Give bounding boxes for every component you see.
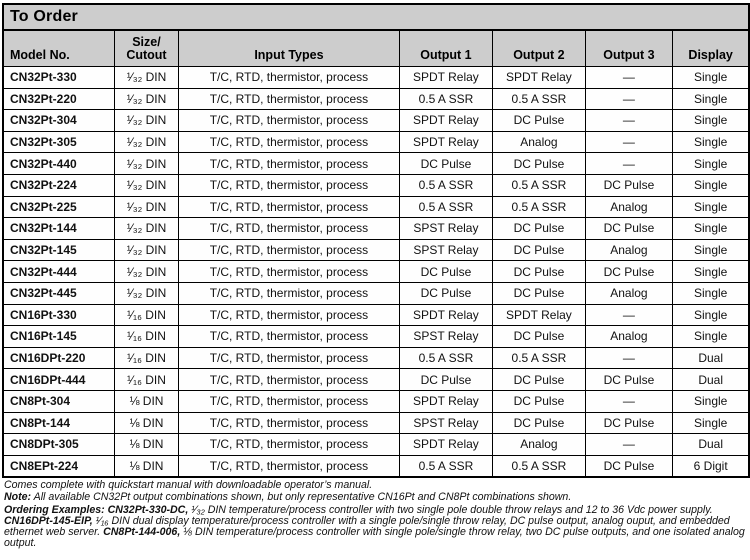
ordering-text: ¹⁄₁₆ DIN dual display temperature/process controller with a single pole/single throw relay, DC pulse output, analog ouput, and embedded ethernet web server. [4,514,730,538]
cell-model-no: CN8EPt-224 [4,455,114,476]
cell-input-types: T/C, RTD, thermistor, process [179,110,399,132]
cell-input-types: T/C, RTD, thermistor, process [179,455,399,476]
cell-output-1: 0.5 A SSR [399,347,493,369]
cell-size-cutout: ¹⁄₃₂ DIN [114,131,179,153]
table-row [4,196,748,218]
table-row [4,131,748,153]
cell-input-types: T/C, RTD, thermistor, process [179,218,399,240]
cell-model-no: CN16Pt-330 [4,304,114,326]
order-table [4,31,748,476]
table-row [4,174,748,196]
cell-output-2: 0.5 A SSR [493,174,585,196]
cell-model-no: CN32Pt-445 [4,282,114,304]
cell-output-2: DC Pulse [493,153,585,175]
cell-display: Single [673,282,748,304]
cell-output-1: 0.5 A SSR [399,455,493,476]
cell-output-2: 0.5 A SSR [493,455,585,476]
cell-input-types: T/C, RTD, thermistor, process [179,326,399,348]
cell-size-cutout: ¹⁄₃₂ DIN [114,261,179,283]
cell-output-3: — [585,131,673,153]
cell-display: Single [673,153,748,175]
table-title: To Order [4,5,748,31]
header-row [4,31,748,67]
cell-output-1: SPST Relay [399,218,493,240]
cell-output-1: 0.5 A SSR [399,196,493,218]
cell-output-3: Analog [585,326,673,348]
cell-model-no: CN32Pt-440 [4,153,114,175]
cell-model-no: CN32Pt-330 [4,67,114,89]
order-table-box [2,3,750,478]
cell-input-types: T/C, RTD, thermistor, process [179,67,399,89]
table-row [4,239,748,261]
cell-output-1: DC Pulse [399,153,493,175]
cell-display: Single [673,261,748,283]
cell-display: Dual [673,347,748,369]
cell-model-no: CN32Pt-220 [4,88,114,110]
cell-output-2: DC Pulse [493,326,585,348]
cell-output-2: DC Pulse [493,110,585,132]
note-text: All available CN32Pt output combinations shown, but only representative CN16Pt and CN8Pt combinations shown. [31,491,572,504]
ordering-examples [4,505,746,549]
cell-input-types: T/C, RTD, thermistor, process [179,261,399,283]
column-header-display: Display [673,31,748,67]
cell-display: Single [673,390,748,412]
cell-output-3: Analog [585,282,673,304]
cell-output-3: DC Pulse [585,455,673,476]
ordering-strong-text: CN8Pt-144-006, [103,525,181,538]
cell-input-types: T/C, RTD, thermistor, process [179,282,399,304]
cell-input-types: T/C, RTD, thermistor, process [179,88,399,110]
ordering-strong-text: Ordering Examples: CN32Pt-330-DC, [4,503,189,516]
cell-size-cutout: ¹⁄₃₂ DIN [114,174,179,196]
cell-input-types: T/C, RTD, thermistor, process [179,304,399,326]
cell-output-1: SPDT Relay [399,67,493,89]
cell-output-2: SPDT Relay [493,304,585,326]
cell-model-no: CN16DPt-444 [4,369,114,391]
cell-input-types: T/C, RTD, thermistor, process [179,369,399,391]
cell-output-2: Analog [493,434,585,456]
table-row [4,455,748,476]
cell-output-2: DC Pulse [493,261,585,283]
cell-output-2: Analog [493,131,585,153]
ordering-text: ⅛ DIN temperature/process controller with single pole/single throw relay, two DC pulse outputs, and one isolated analog output. [4,525,745,549]
column-header-output-3: Output 3 [585,31,673,67]
cell-size-cutout: ¹⁄₃₂ DIN [114,110,179,132]
cell-display: Single [673,131,748,153]
cell-size-cutout: ¹⁄₃₂ DIN [114,88,179,110]
cell-size-cutout: ⅛ DIN [114,412,179,434]
cell-output-1: SPDT Relay [399,304,493,326]
column-header-output-1: Output 1 [399,31,493,67]
cell-model-no: CN32Pt-225 [4,196,114,218]
cell-input-types: T/C, RTD, thermistor, process [179,347,399,369]
cell-output-1: 0.5 A SSR [399,88,493,110]
cell-output-3: — [585,153,673,175]
cell-model-no: CN16DPt-220 [4,347,114,369]
table-row [4,261,748,283]
cell-output-1: 0.5 A SSR [399,174,493,196]
column-header-input-types: Input Types [179,31,399,67]
cell-display: Single [673,88,748,110]
cell-output-2: DC Pulse [493,282,585,304]
cell-output-3: — [585,88,673,110]
table-body [4,67,748,477]
table-row [4,282,748,304]
cell-output-3: Analog [585,196,673,218]
cell-size-cutout: ¹⁄₁₆ DIN [114,326,179,348]
cell-display: Single [673,196,748,218]
table-row [4,88,748,110]
cell-output-3: — [585,347,673,369]
note-label: Note: [4,491,32,504]
cell-input-types: T/C, RTD, thermistor, process [179,239,399,261]
cell-output-3: — [585,390,673,412]
cell-display: Single [673,67,748,89]
cell-output-1: SPST Relay [399,412,493,434]
cell-display: Single [673,110,748,132]
cell-input-types: T/C, RTD, thermistor, process [179,390,399,412]
cell-size-cutout: ⅛ DIN [114,434,179,456]
cell-size-cutout: ¹⁄₃₂ DIN [114,67,179,89]
cell-size-cutout: ¹⁄₁₆ DIN [114,304,179,326]
cell-model-no: CN32Pt-224 [4,174,114,196]
cell-size-cutout: ¹⁄₁₆ DIN [114,347,179,369]
cell-output-3: DC Pulse [585,174,673,196]
cell-output-3: DC Pulse [585,218,673,240]
table-row [4,434,748,456]
cell-size-cutout: ¹⁄₃₂ DIN [114,218,179,240]
cell-input-types: T/C, RTD, thermistor, process [179,196,399,218]
cell-size-cutout: ¹⁄₃₂ DIN [114,239,179,261]
column-header-output-2: Output 2 [493,31,585,67]
cell-display: 6 Digit [673,455,748,476]
table-row [4,304,748,326]
cell-output-1: SPST Relay [399,239,493,261]
cell-display: Single [673,239,748,261]
cell-output-1: SPDT Relay [399,110,493,132]
cell-size-cutout: ¹⁄₃₂ DIN [114,196,179,218]
column-header-model-no: Model No. [4,31,114,67]
cell-output-3: Analog [585,239,673,261]
cell-output-2: DC Pulse [493,218,585,240]
cell-output-3: DC Pulse [585,261,673,283]
table-row [4,412,748,434]
table-row [4,218,748,240]
table-row [4,110,748,132]
cell-model-no: CN32Pt-305 [4,131,114,153]
cell-model-no: CN32Pt-144 [4,218,114,240]
cell-display: Single [673,304,748,326]
cell-model-no: CN32Pt-444 [4,261,114,283]
cell-size-cutout: ¹⁄₃₂ DIN [114,153,179,175]
cell-size-cutout: ¹⁄₁₆ DIN [114,369,179,391]
cell-model-no: CN8DPt-305 [4,434,114,456]
cell-output-3: — [585,110,673,132]
cell-output-2: 0.5 A SSR [493,88,585,110]
quickstart-note: Comes complete with quickstart manual with downloadable operator’s manual. [4,479,373,492]
cell-output-3: — [585,304,673,326]
combinations-note [4,492,746,503]
cell-input-types: T/C, RTD, thermistor, process [179,131,399,153]
ordering-strong-text: CN16DPt-145-EIP, [4,514,93,527]
cell-display: Single [673,218,748,240]
cell-input-types: T/C, RTD, thermistor, process [179,153,399,175]
cell-output-2: 0.5 A SSR [493,347,585,369]
cell-output-1: SPDT Relay [399,390,493,412]
cell-display: Dual [673,369,748,391]
table-row [4,67,748,89]
cell-input-types: T/C, RTD, thermistor, process [179,174,399,196]
cell-output-3: — [585,434,673,456]
cell-size-cutout: ⅛ DIN [114,390,179,412]
table-row [4,390,748,412]
cell-output-3: — [585,67,673,89]
cell-output-1: SPDT Relay [399,434,493,456]
cell-output-2: DC Pulse [493,390,585,412]
cell-display: Dual [673,434,748,456]
cell-output-2: DC Pulse [493,412,585,434]
cell-size-cutout: ⅛ DIN [114,455,179,476]
cell-output-1: SPDT Relay [399,131,493,153]
table-row [4,326,748,348]
cell-display: Single [673,174,748,196]
cell-display: Single [673,412,748,434]
cell-output-2: 0.5 A SSR [493,196,585,218]
cell-output-1: DC Pulse [399,282,493,304]
cell-output-3: DC Pulse [585,369,673,391]
cell-input-types: T/C, RTD, thermistor, process [179,434,399,456]
table-row [4,153,748,175]
cell-output-3: DC Pulse [585,412,673,434]
cell-input-types: T/C, RTD, thermistor, process [179,412,399,434]
cell-model-no: CN32Pt-304 [4,110,114,132]
cell-output-1: DC Pulse [399,369,493,391]
cell-size-cutout: ¹⁄₃₂ DIN [114,282,179,304]
cell-model-no: CN32Pt-145 [4,239,114,261]
cell-output-2: DC Pulse [493,369,585,391]
ordering-text: ¹⁄₃₂ DIN temperature/process controller with two single pole double throw relays and 12 to 36 Vdc power supply. [188,503,713,516]
cell-output-1: SPST Relay [399,326,493,348]
table-row [4,347,748,369]
cell-output-1: DC Pulse [399,261,493,283]
column-header-size-cutout: Size/ Cutout [114,31,179,67]
cell-display: Single [673,326,748,348]
table-row [4,369,748,391]
cell-output-2: DC Pulse [493,239,585,261]
cell-model-no: CN8Pt-304 [4,390,114,412]
footnotes [2,478,748,549]
cell-model-no: CN8Pt-144 [4,412,114,434]
cell-output-2: SPDT Relay [493,67,585,89]
cell-model-no: CN16Pt-145 [4,326,114,348]
